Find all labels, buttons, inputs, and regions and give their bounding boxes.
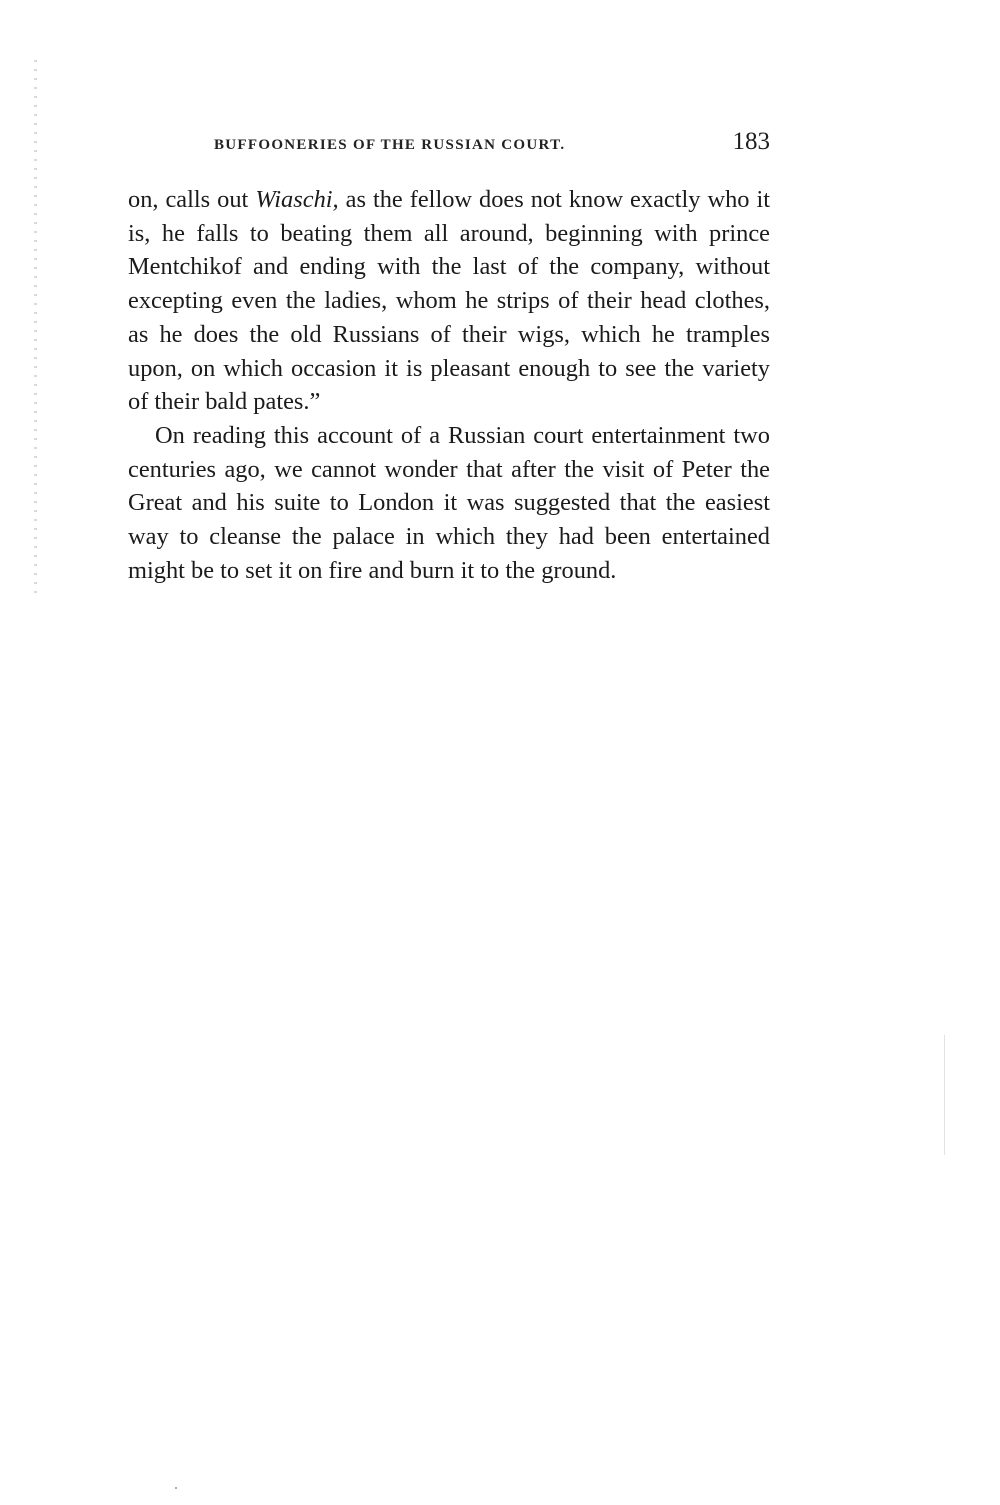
page-number: 183 bbox=[732, 128, 770, 155]
paragraph-continued-start: on, calls out bbox=[128, 186, 256, 213]
paragraph-continued bbox=[128, 183, 770, 419]
italic-word: Wiaschi, bbox=[255, 186, 339, 213]
body-text bbox=[128, 183, 770, 587]
paragraph: On reading this account of a Russian court entertainment two centuries ago, we cannot wonder that after the visit of Peter the Great and his suite to London it was suggested that the easiest way to cleanse the palace in which they had been entertained might be to set it on fire and burn it to the ground. bbox=[128, 421, 770, 584]
scan-speck bbox=[175, 1487, 177, 1489]
paragraph-continued-rest: as the fellow does not know exactly who it is, he falls to beating them all around, beginning with prince Mentchikof and ending with the last of the company, without excepting even the ladies, whom he strips of their head clothes, as he does the old Russians of their wigs, which he tramples upon, on which occasion it is pleasant enough to see the variety of their bald pates.” bbox=[128, 186, 770, 416]
scan-margin-line bbox=[944, 1035, 945, 1155]
running-title: BUFFOONERIES OF THE RUSSIAN COURT. bbox=[214, 137, 566, 153]
gutter-scan-marks bbox=[34, 60, 37, 600]
running-head bbox=[214, 128, 770, 168]
